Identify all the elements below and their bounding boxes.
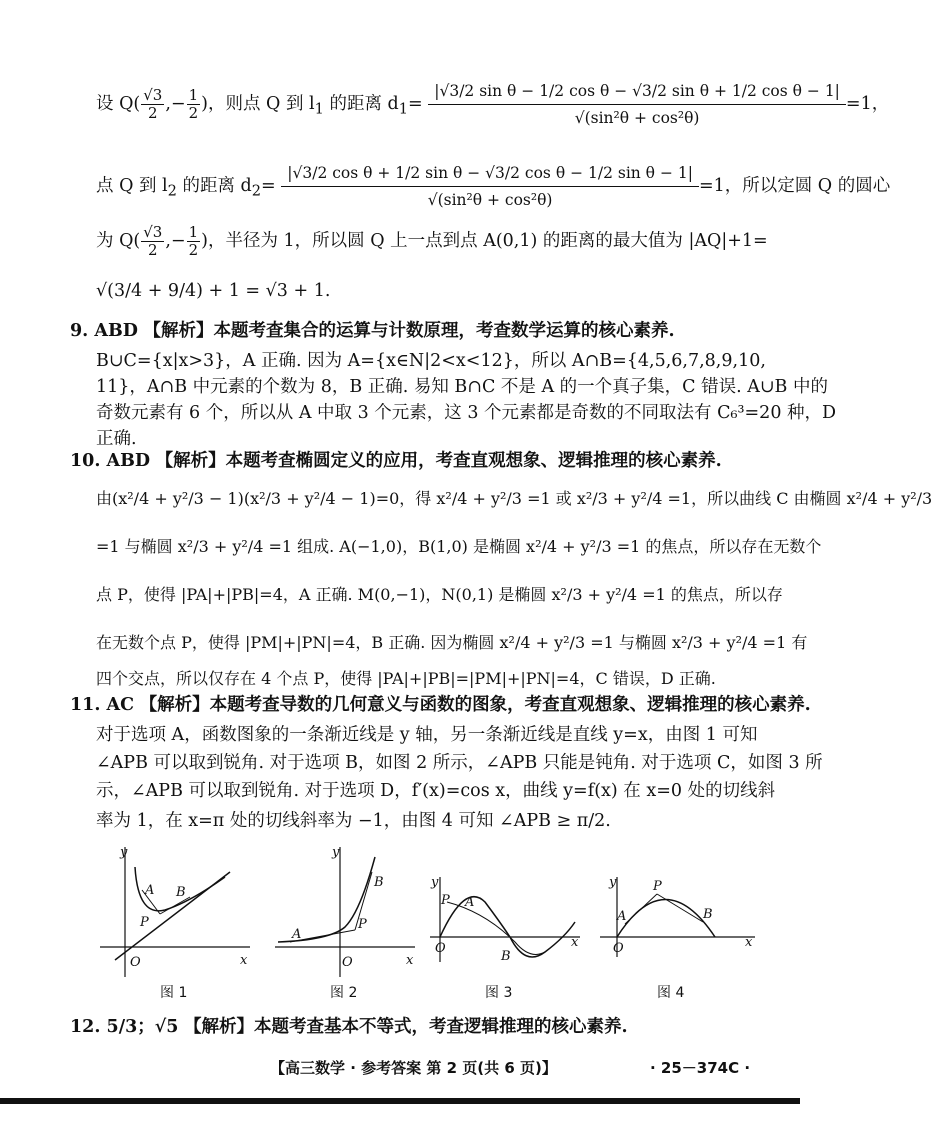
point-label-b: B	[501, 949, 511, 964]
q9-line-2: 11}，A∩B 中元素的个数为 8，B 正确. 易知 B∩C 不是 A 的一个真子集，C 错误. A∪B 中的	[96, 377, 828, 397]
figure-row	[90, 842, 770, 1002]
figure-3-graph	[425, 842, 585, 982]
point-label-p: P	[358, 917, 367, 932]
fraction-denominator: √(sin²θ + cos²θ)	[574, 109, 700, 127]
text-span: 为 Q(	[96, 231, 141, 251]
answer-key: 9. ABD	[70, 321, 138, 341]
q8-line-2: 点 Q 到 $l_2$ 的距离 $d_2=$ $\frac{\text{|√3/2 cos θ + 1/2 sin θ − √3/2 cos θ − 1/2 sin θ − 1|}}{\text{√(sin²θ + cos²θ)}}$ =1，所以定圆 Q 的圆心	[96, 160, 760, 213]
q9-line-4: 正确.	[96, 429, 137, 449]
footer-code: · 25－374C ·	[650, 1059, 751, 1077]
q10-line-2: =1 与椭圆 x²/3 + y²/4 =1 组成. A(−1,0)，B(1,0) 是椭圆 x²/4 + y²/3 =1 的焦点，所以存在无数个	[96, 537, 822, 556]
answer-key: 11. AC	[70, 695, 135, 715]
point-label-b: B	[374, 875, 384, 890]
origin-label: O	[130, 955, 141, 970]
axis-label-y: y	[609, 875, 617, 890]
q8-line-4: √(3/4 + 9/4) + 1 = √3 + 1.	[96, 281, 331, 301]
figure-3-caption: 图 3	[485, 985, 513, 1001]
analysis-tag: 【解析】本题考查集合的运算与计数原理，考查数学运算的核心素养.	[143, 321, 675, 341]
q10-heading	[70, 446, 760, 476]
figure-1	[90, 842, 260, 1001]
fraction-numerator: |√3/2 sin θ − 1/2 cos θ − √3/2 sin θ + 1/2 cos θ − 1|	[428, 78, 846, 105]
text-span: 的距离 d	[323, 94, 399, 114]
origin-label: O	[342, 955, 353, 970]
q8-line-1: 设 Q( $\frac{√3}{2}$ ,− $\frac{1}{2}$ )，则点 Q 到 $l_1$ 的距离 $d_1=$ $\frac{\text{|√3/2 sin θ − 1/2 cos θ − √3/2 sin θ + 1/2 cos θ − 1|}}{\text{√(sin²θ + cos²θ)}}$ =1，	[96, 78, 760, 131]
fraction-numerator: |√3/2 cos θ + 1/2 sin θ − √3/2 cos θ − 1/2 sin θ − 1|	[281, 160, 699, 187]
axis-label-y: y	[431, 875, 439, 890]
figure-4	[595, 842, 765, 1001]
q8-line-3: 为 Q( $\frac{√3}{2}$ ,− $\frac{1}{2}$ )，半径为 1，所以圆 Q 上一点到点 A(0,1) 的距离的最大值为 |AQ|+1=	[96, 223, 768, 259]
point-label-p: P	[441, 893, 450, 908]
point-label-a: A	[292, 927, 302, 942]
text-span: 的距离 d	[176, 176, 252, 196]
q11-line-4: 率为 1，在 x=π 处的切线斜率为 −1，由图 4 可知 ∠APB ≥ π/2.	[96, 811, 611, 831]
axis-label-y: y	[332, 845, 340, 860]
q11-heading	[70, 690, 811, 720]
q10-line-5: 四个交点，所以仅存在 4 个点 P，使得 |PA|+|PB|=|PM|+|PN|=4，C 错误，D 正确.	[96, 669, 716, 688]
point-label-b: B	[703, 907, 713, 922]
figure-4-caption: 图 4	[657, 985, 685, 1001]
figure-2-caption: 图 2	[330, 985, 358, 1001]
subscript: 1	[398, 100, 408, 118]
text-span: 点 Q 到 l	[96, 176, 168, 196]
figure-1-caption: 图 1	[160, 985, 188, 1001]
q12-heading	[70, 1012, 760, 1042]
point-label-a: A	[465, 895, 475, 910]
bottom-rule	[0, 1098, 800, 1104]
point-label-p: P	[140, 915, 149, 930]
fraction: $\frac{√3}{2}$	[143, 223, 163, 259]
subscript: 1	[314, 100, 324, 118]
q10-line-3: 点 P，使得 |PA|+|PB|=4，A 正确. M(0,−1)，N(0,1) 是椭圆 x²/3 + y²/4 =1 的焦点，所以存	[96, 585, 783, 604]
q10-line-1: 由(x²/4 + y²/3 − 1)(x²/3 + y²/4 − 1)=0，得 x²/4 + y²/3 =1 或 x²/3 + y²/4 =1，所以曲线 C 由椭圆 x²/4 + y²/3	[96, 489, 932, 508]
text-span: )，则点 Q 到 l	[201, 94, 315, 114]
q9-line-1: B∪C={x|x>3}，A 正确. 因为 A={x∈N|2<x<12}，所以 A∩B={4,5,6,7,8,9,10,	[96, 351, 766, 371]
axis-label-x: x	[406, 953, 414, 968]
point-label-p: P	[653, 879, 662, 894]
q11-line-3: 示，∠APB 可以取到锐角. 对于选项 D，f′(x)=cos x，曲线 y=f(x) 在 x=0 处的切线斜	[96, 781, 776, 801]
subscript: 2	[167, 182, 177, 200]
fraction: $\frac{1}{2}$	[188, 223, 199, 259]
text-span: =1，	[845, 94, 890, 114]
answer-key: 10. ABD	[70, 451, 151, 471]
analysis-tag: 【解析】本题考查导数的几何意义与函数的图象，考查直观想象、逻辑推理的核心素养.	[139, 695, 811, 715]
axis-label-x: x	[571, 935, 579, 950]
figure-1-graph	[90, 842, 260, 982]
subscript: 2	[251, 182, 262, 200]
figure-3	[425, 842, 585, 1001]
q9-heading	[70, 316, 760, 346]
text-span: 设 Q(	[96, 94, 141, 114]
distance-fraction-2	[281, 160, 699, 213]
footer-page-info: 【高三数学 · 参考答案 第 2 页(共 6 页)】	[270, 1059, 557, 1077]
q10-line-4: 在无数个点 P，使得 |PM|+|PN|=4，B 正确. 因为椭圆 x²/4 + y²/3 =1 与椭圆 x²/3 + y²/4 =1 有	[96, 633, 808, 652]
axis-label-y: y	[120, 845, 128, 860]
distance-fraction-1	[428, 78, 846, 131]
fraction: $\frac{1}{2}$	[188, 86, 199, 122]
point-label-a: A	[617, 909, 627, 924]
answer-key: 12. 5/3；√5	[70, 1017, 179, 1037]
analysis-tag: 【解析】本题考查基本不等式，考查逻辑推理的核心素养.	[184, 1017, 628, 1037]
q11-line-2: ∠APB 可以取到锐角. 对于选项 B，如图 2 所示，∠APB 只能是钝角. 对于选项 C，如图 3 所	[96, 753, 823, 773]
point-label-b: B	[176, 885, 186, 900]
text-span: =1，所以定圆 Q 的圆心	[698, 176, 891, 196]
figure-4-graph	[595, 842, 765, 982]
origin-label: O	[435, 941, 446, 956]
axis-label-x: x	[745, 935, 753, 950]
origin-label: O	[613, 941, 624, 956]
figure-2	[270, 842, 420, 1001]
q9-line-3: 奇数元素有 6 个，所以从 A 中取 3 个元素，这 3 个元素都是奇数的不同取法有 C₆³=20 种，D	[96, 403, 837, 423]
axis-label-x: x	[240, 953, 248, 968]
point-label-a: A	[145, 883, 155, 898]
analysis-tag: 【解析】本题考查椭圆定义的应用，考查直观想象、逻辑推理的核心素养.	[155, 451, 722, 471]
q11-line-1: 对于选项 A，函数图象的一条渐近线是 y 轴，另一条渐近线是直线 y=x，由图 1 可知	[96, 725, 758, 745]
text-span: )，半径为 1，所以圆 Q 上一点到点 A(0,1) 的距离的最大值为 |AQ|+1=	[201, 231, 768, 251]
figure-2-graph	[270, 842, 420, 982]
fraction-denominator: √(sin²θ + cos²θ)	[427, 191, 553, 209]
fraction: $\frac{√3}{2}$	[143, 86, 163, 122]
